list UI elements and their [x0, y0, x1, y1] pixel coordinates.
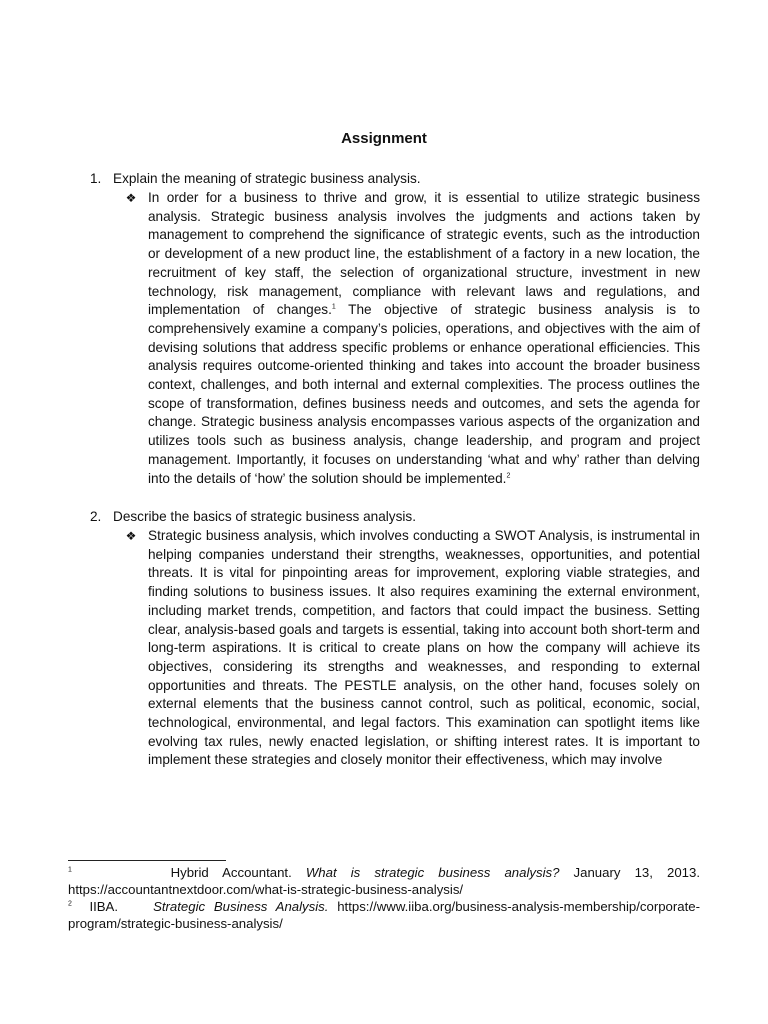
footnote-mark: 1 — [68, 866, 72, 874]
footnote-title: What is strategic business analysis? — [305, 865, 560, 880]
footnote-url[interactable]: https://www.iiba.org/business-analysis-membership/corporate-program/strategic-business-analysis/ — [68, 899, 701, 931]
footnote-date: January 13, 2013. — [573, 865, 700, 880]
answer-2: Strategic business analysis, which involves conducting a SWOT Analysis, is instrumental in helping companies understand their strengths, weaknesses, opportunities, and potential threats. It is vital for pinpointing areas for improvement, exploring viable strategies, and finding solutions to business issues. It also requires examining the external environment, including market trends, competition, and factors that could impact the business. Setting clear, analysis-based goals and targets is essential, taking into account both short-term and long-term aspirations. It is critical to create plans on how the company will achieve its objectives, considering its strengths and weaknesses, and responding to external opportunities and threats. The PESTLE analysis, on the other hand, focuses solely on external elements that the business cannot control, such as political, economic, social, technological, environmental, and legal factors. This examination can spotlight items like evolving tax rules, newly enacted legislation, or shifting interest rates. It is important to implement these strategies and closely monitor their effectiveness, which may involve — [148, 528, 700, 768]
answer-1 — [148, 189, 700, 488]
footnote-reference[interactable]: 2 — [506, 472, 511, 480]
question-text: Explain the meaning of strategic business analysis. — [113, 171, 421, 186]
question-text: Describe the basics of strategic business analysis. — [113, 509, 416, 524]
footnote-2 — [68, 898, 700, 932]
footnote-url[interactable]: https://accountantnextdoor.com/what-is-strategic-business-analysis/ — [68, 882, 464, 897]
footnote-author: IIBA. — [89, 899, 119, 914]
page-title: Assignment — [341, 130, 427, 147]
answer-text: The objective of strategic business analysis is to comprehensively examine a company’s policies, operations, and objectives with the aim of devising solutions that address specific problems or enhance operational efficiencies. This analysis requires outcome-oriented thinking and takes into account the broader business context, challenges, and both internal and external complexities. The process outlines the scope of transformation, defines business needs and outcomes, and sets the agenda for change. Strategic business analysis encompasses various aspects of the organization and utilizes tools such as business analysis, change leadership, and program and project management. Importantly, it focuses on understanding ‘what and why’ rather than delving into the details of ‘how’ the solution should be implemented. — [148, 302, 700, 486]
footnote-mark: 2 — [68, 900, 72, 908]
answer-text: In order for a business to thrive and grow, it is essential to utilize strategic business analysis. Strategic business analysis involves the judgments and actions taken by management to comprehend the significance of strategic events, such as the introduction or development of a new product line, the establishment of a factory in a new location, the recruitment of key staff, the selection of organizational structure, investment in new technology, risk management, compliance with relevant laws and regulations, and implementation of changes. — [148, 190, 700, 318]
diamond-four-dots-icon: ❖ — [125, 191, 137, 205]
footnote-reference[interactable]: 1 — [331, 303, 336, 311]
footnote-separator — [68, 860, 226, 861]
footnote-author: Hybrid Accountant. — [170, 865, 292, 880]
question-number: 2. — [90, 509, 102, 524]
question-number: 1. — [90, 171, 102, 186]
diamond-four-dots-icon: ❖ — [125, 529, 137, 543]
footnote-title: Strategic Business Analysis. — [153, 899, 329, 914]
footnote-1 — [68, 864, 700, 898]
